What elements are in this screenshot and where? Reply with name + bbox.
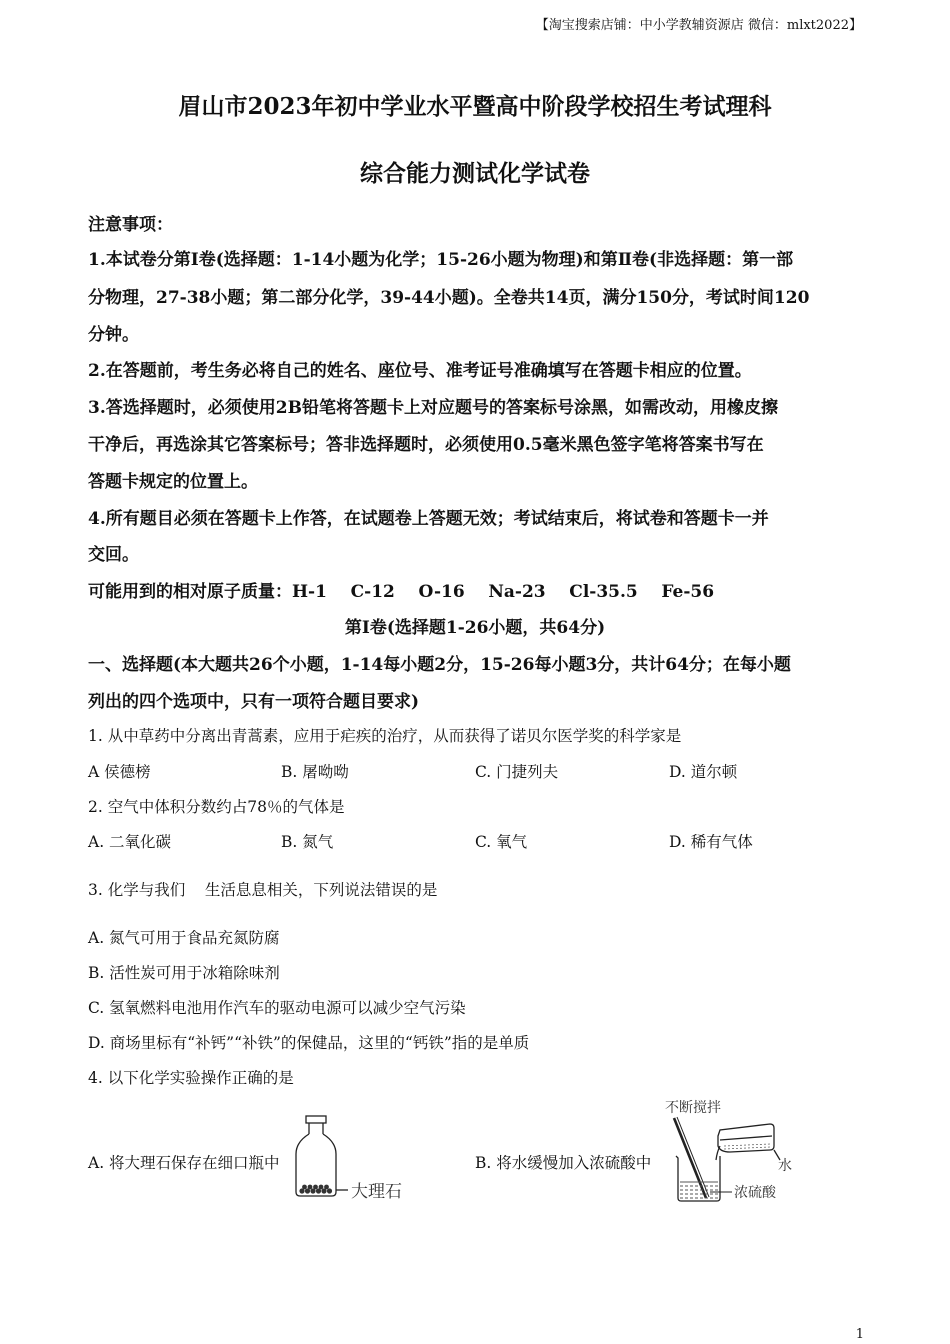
section1-desc: 列出的四个选项中，只有一项符合题目要求) — [88, 692, 420, 712]
q2-option-b: B. 氮气 — [281, 833, 334, 851]
marble-label: 大理石 — [351, 1182, 402, 1202]
notice-heading: 注意事项： — [88, 215, 173, 235]
q1-option-a: A 侯德榜 — [88, 763, 151, 781]
exam-title-line1: 眉山市2023年初中学业水平暨高中阶段学校招生考试理科 — [178, 93, 772, 120]
atomic-masses: 可能用到的相对原子质量：H-1 C-12 O-16 Na-23 Cl-35.5 Fe-56 — [88, 582, 715, 602]
q3-option-a: A. 氮气可用于食品充氮防腐 — [88, 929, 280, 947]
acid-liquid — [680, 1182, 718, 1198]
acid-dilution-figure — [660, 1094, 810, 1209]
q3-stem: 3. 化学与我们 生活息息相关，下列说法错误的是 — [88, 881, 438, 899]
page-number: 1 — [855, 1327, 864, 1342]
q1-stem: 1. 从中草药中分离出青蒿素，应用于疟疾的治疗，从而获得了诺贝尔医学奖的科学家是 — [88, 727, 682, 745]
notice-line: 2.在答题前，考生务必将自己的姓名、座位号、准考证号准确填写在答题卡相应的位置。 — [88, 361, 752, 381]
stir-label: 不断搅拌 — [665, 1100, 721, 1116]
q2-option-c: C. 氧气 — [475, 833, 528, 851]
q1-option-b: B. 屠呦呦 — [281, 763, 349, 781]
q1-option-c: C. 门捷列夫 — [475, 763, 559, 781]
section1-title: 第Ⅰ卷(选择题1-26小题，共64分) — [344, 618, 606, 638]
q3-option-c: C. 氢氧燃料电池用作汽车的驱动电源可以减少空气污染 — [88, 999, 466, 1017]
notice-line: 分物理，27-38小题；第二部分化学，39-44小题)。全卷共14页，满分150分，考试时间120 — [88, 288, 810, 308]
narrow-mouth-bottle-figure — [288, 1112, 418, 1207]
q3-option-d: D. 商场里标有“补钙”“补铁”的保健品，这里的“钙铁”指的是单质 — [88, 1034, 530, 1052]
notice-line: 4.所有题目必须在答题卡上作答，在试题卷上答题无效；考试结束后，将试卷和答题卡一并 — [88, 509, 769, 529]
section1-desc: 一、选择题(本大题共26个小题，1-14每小题2分，15-26每小题3分，共计64分；在每小题 — [88, 655, 791, 675]
page-header: 【淘宝搜索店铺：中小学教辅资源店 微信：mlxt2022】 — [535, 18, 862, 33]
q4-stem: 4. 以下化学实验操作正确的是 — [88, 1069, 294, 1087]
acid-label: 浓硫酸 — [734, 1185, 776, 1201]
water-surface — [724, 1144, 770, 1149]
q2-option-a: A. 二氧化碳 — [88, 833, 172, 851]
notice-line: 干净后，再选涂其它答案标号；答非选择题时，必须使用0.5毫米黑色签字笔将答案书写在 — [88, 435, 764, 455]
water-label: 水 — [778, 1158, 792, 1174]
notice-line: 3.答选择题时，必须使用2B铅笔将答题卡上对应题号的答案标号涂黑，如需改动，用橡皮擦 — [88, 398, 778, 418]
notice-line: 分钟。 — [88, 325, 139, 345]
q4-option-b: B. 将水缓慢加入浓硫酸中 — [475, 1154, 652, 1172]
notice-line: 答题卡规定的位置上。 — [88, 472, 258, 492]
marble-pieces — [299, 1185, 332, 1194]
notice-line: 1.本试卷分第Ⅰ卷(选择题：1-14小题为化学；15-26小题为物理)和第Ⅱ卷(非选择题：第一部 — [88, 250, 794, 270]
q3-option-b: B. 活性炭可用于冰箱除味剂 — [88, 964, 280, 982]
exam-title-line2: 综合能力测试化学试卷 — [360, 160, 590, 187]
q1-option-d: D. 道尔顿 — [669, 763, 738, 781]
q2-stem: 2. 空气中体积分数约占78％的气体是 — [88, 798, 345, 816]
q2-option-d: D. 稀有气体 — [669, 833, 753, 851]
q4-option-a: A. 将大理石保存在细口瓶中 — [88, 1154, 280, 1172]
notice-line: 交回。 — [88, 545, 139, 565]
